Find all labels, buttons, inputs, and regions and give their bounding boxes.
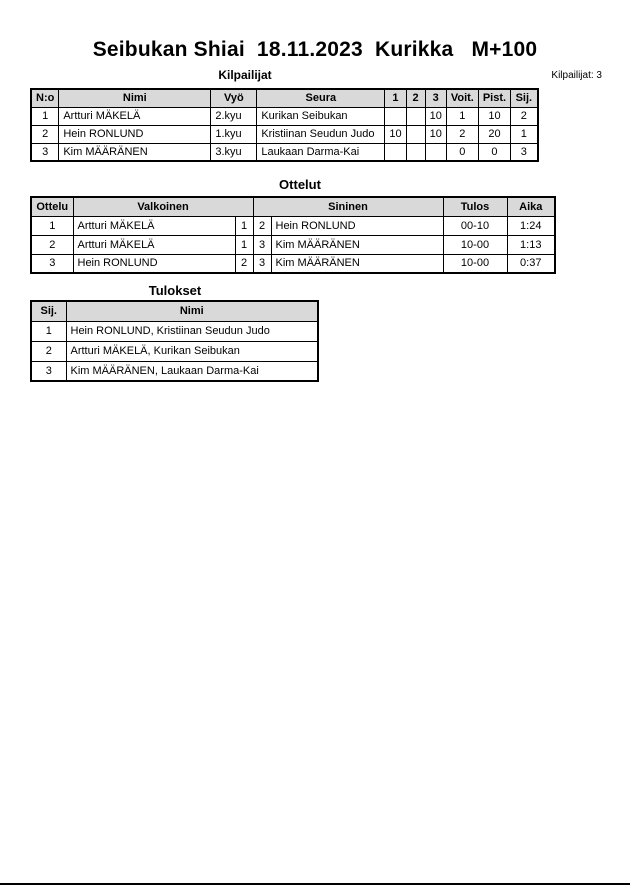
cell-tulos: 10-00 <box>443 254 507 273</box>
cell-blue-name: Kim MÄÄRÄNEN <box>271 254 443 273</box>
cell-score-3 <box>425 143 446 161</box>
col-header-no: N:o <box>31 89 59 107</box>
col-header-3: 3 <box>425 89 446 107</box>
col-header-2: 2 <box>406 89 425 107</box>
section-title-ottelut: Ottelut <box>279 177 321 192</box>
table-row <box>31 143 538 161</box>
table-row <box>31 107 538 125</box>
cell-aika: 1:24 <box>507 216 555 235</box>
cell-score-2 <box>406 143 425 161</box>
cell-blue-name: Kim MÄÄRÄNEN <box>271 235 443 254</box>
cell-nimi: Hein RONLUND <box>59 125 211 143</box>
col-header-voit: Voit. <box>446 89 478 107</box>
cell-score-2 <box>406 107 425 125</box>
cell-sij: 3 <box>511 143 538 161</box>
kilpailijat-table <box>30 88 539 162</box>
table-row <box>31 235 555 254</box>
col-header-aika: Aika <box>507 197 555 216</box>
col-header-seura: Seura <box>257 89 385 107</box>
section-title-kilpailijat: Kilpailijat <box>218 68 272 82</box>
cell-vyo: 3.kyu <box>211 143 257 161</box>
cell-voit: 2 <box>446 125 478 143</box>
cell-seura: Kurikan Seibukan <box>257 107 385 125</box>
table-row <box>31 361 318 381</box>
col-header-sininen: Sininen <box>253 197 443 216</box>
kilpailijat-header-row <box>31 89 538 107</box>
page-title: Seibukan Shiai 18.11.2023 Kurikka M+100 <box>92 38 538 61</box>
cell-aika: 0:37 <box>507 254 555 273</box>
col-header-nimi: Nimi <box>59 89 211 107</box>
cell-blue-no: 3 <box>253 235 271 254</box>
cell-match-no: 1 <box>31 216 73 235</box>
cell-sij: 2 <box>31 341 66 361</box>
cell-sij: 1 <box>31 321 66 341</box>
cell-score-2 <box>406 125 425 143</box>
cell-white-name: Artturi MÄKELÄ <box>73 216 235 235</box>
cell-score-1 <box>385 143 406 161</box>
tulokset-table <box>30 300 319 382</box>
cell-pist: 0 <box>478 143 510 161</box>
cell-vyo: 2.kyu <box>211 107 257 125</box>
cell-voit: 0 <box>446 143 478 161</box>
page-footer-line <box>0 883 630 885</box>
table-row <box>31 254 555 273</box>
cell-seura: Laukaan Darma-Kai <box>257 143 385 161</box>
cell-no: 2 <box>31 125 59 143</box>
cell-blue-no: 3 <box>253 254 271 273</box>
cell-blue-no: 2 <box>253 216 271 235</box>
cell-pist: 10 <box>478 107 510 125</box>
col-header-ottelu: Ottelu <box>31 197 73 216</box>
ottelut-table <box>30 196 556 274</box>
cell-aika: 1:13 <box>507 235 555 254</box>
ottelut-header-row <box>31 197 555 216</box>
col-header-sij: Sij. <box>31 301 66 321</box>
section-title-tulokset: Tulokset <box>148 283 202 298</box>
cell-match-no: 2 <box>31 235 73 254</box>
cell-white-no: 1 <box>235 235 253 254</box>
tulokset-header-row <box>31 301 318 321</box>
cell-no: 1 <box>31 107 59 125</box>
table-row <box>31 125 538 143</box>
cell-match-no: 3 <box>31 254 73 273</box>
cell-voit: 1 <box>446 107 478 125</box>
table-row <box>31 341 318 361</box>
col-header-pist: Pist. <box>478 89 510 107</box>
cell-pist: 20 <box>478 125 510 143</box>
col-header-tulos: Tulos <box>443 197 507 216</box>
competitors-count: Kilpailijat: 3 <box>551 70 602 81</box>
col-header-sij: Sij. <box>511 89 538 107</box>
cell-score-3: 10 <box>425 125 446 143</box>
cell-tulos: 00-10 <box>443 216 507 235</box>
col-header-vyo: Vyö <box>211 89 257 107</box>
cell-nimi: Hein RONLUND, Kristiinan Seudun Judo <box>66 321 318 341</box>
cell-score-1 <box>385 107 406 125</box>
cell-white-name: Artturi MÄKELÄ <box>73 235 235 254</box>
col-header-1: 1 <box>385 89 406 107</box>
cell-no: 3 <box>31 143 59 161</box>
col-header-nimi: Nimi <box>66 301 318 321</box>
cell-white-no: 2 <box>235 254 253 273</box>
table-row <box>31 321 318 341</box>
cell-sij: 2 <box>511 107 538 125</box>
cell-sij: 1 <box>511 125 538 143</box>
col-header-valkoinen: Valkoinen <box>73 197 253 216</box>
cell-nimi: Artturi MÄKELÄ <box>59 107 211 125</box>
cell-nimi: Artturi MÄKELÄ, Kurikan Seibukan <box>66 341 318 361</box>
cell-vyo: 1.kyu <box>211 125 257 143</box>
cell-score-1: 10 <box>385 125 406 143</box>
cell-score-3: 10 <box>425 107 446 125</box>
cell-white-no: 1 <box>235 216 253 235</box>
cell-nimi: Kim MÄÄRÄNEN <box>59 143 211 161</box>
cell-blue-name: Hein RONLUND <box>271 216 443 235</box>
cell-seura: Kristiinan Seudun Judo <box>257 125 385 143</box>
cell-tulos: 10-00 <box>443 235 507 254</box>
cell-nimi: Kim MÄÄRÄNEN, Laukaan Darma-Kai <box>66 361 318 381</box>
cell-white-name: Hein RONLUND <box>73 254 235 273</box>
table-row <box>31 216 555 235</box>
cell-sij: 3 <box>31 361 66 381</box>
